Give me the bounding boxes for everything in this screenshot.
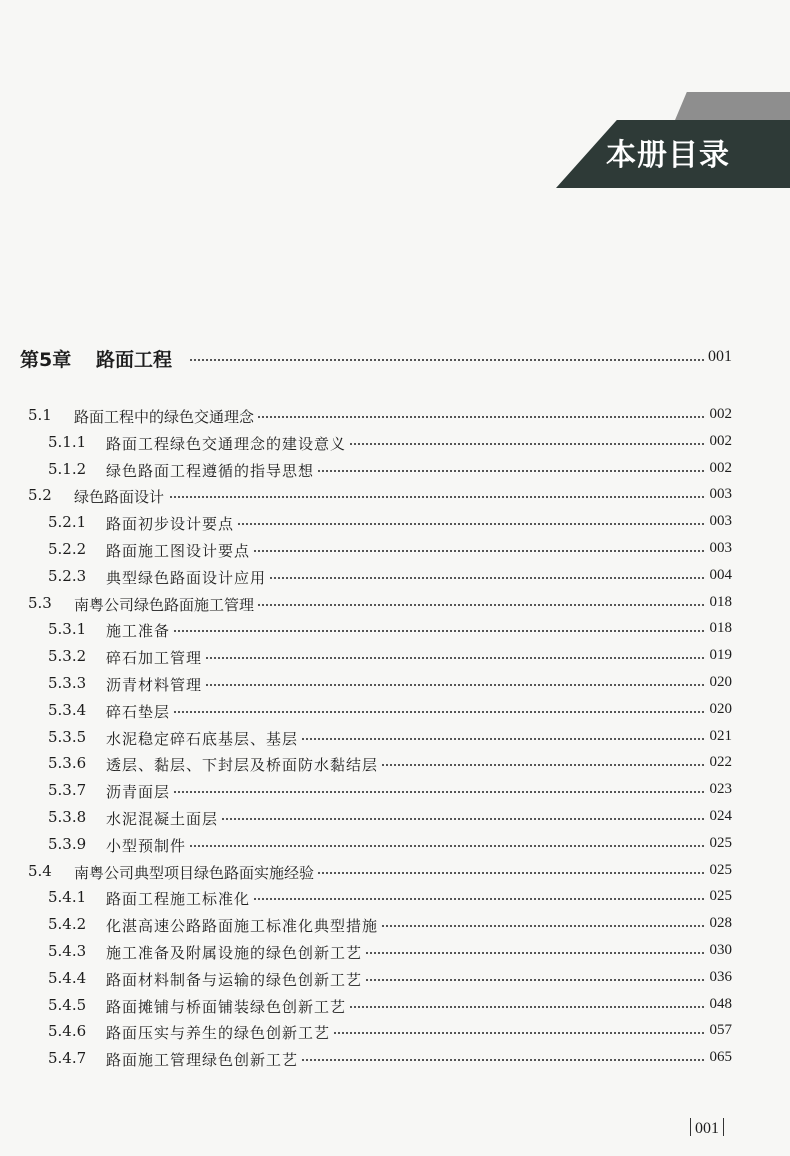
toc-entry-number: 5.4.6 (48, 1022, 87, 1041)
toc-entry-number: 5.3.4 (48, 700, 87, 719)
toc-entry-number: 5.1.2 (48, 459, 87, 478)
toc-entry-page: 021 (706, 728, 733, 745)
toc-subsection-row[interactable] (0, 616, 790, 643)
toc-entry-number: 5.4.3 (48, 942, 87, 960)
toc-entry-title: 化湛高速公路路面施工标准化典型措施 (106, 915, 382, 936)
toc-entry-page: 003 (706, 513, 733, 530)
toc-entry-title: 水泥稳定碎石底基层、基层 (106, 728, 302, 749)
toc-subsection-row[interactable] (0, 429, 790, 456)
toc-entry-page: 004 (706, 567, 733, 584)
toc-entry-title: 透层、黏层、下封层及桥面防水黏结层 (106, 754, 382, 775)
toc-entry-page: 023 (706, 781, 733, 798)
toc-entry-title: 水泥混凝土面层 (106, 808, 222, 829)
toc-entry-number: 5.3.6 (48, 754, 87, 773)
toc-subsection-row[interactable] (0, 670, 790, 697)
toc-entry-number: 5.3.9 (48, 834, 87, 853)
toc-entry-number: 5.2 (28, 486, 52, 505)
toc-entry-title: 路面材料制备与运输的绿色创新工艺 (106, 969, 366, 990)
toc-subsection-row[interactable] (0, 509, 790, 536)
toc-subsection-row[interactable] (0, 1018, 790, 1045)
toc-entry-page: 018 (706, 594, 733, 611)
toc-entry-title: 绿色路面设计 (74, 486, 168, 507)
toc-entry-title: 路面工程施工标准化 (106, 888, 254, 909)
toc-entry-title: 沥青面层 (106, 781, 174, 802)
toc-entry-page: 025 (706, 862, 733, 879)
toc-section-row[interactable] (0, 482, 790, 509)
toc-entry-title: 施工准备及附属设施的绿色创新工艺 (106, 942, 366, 963)
toc-entry-page: 030 (706, 942, 733, 959)
toc-entry-title: 南粤公司典型项目绿色路面实施经验 (74, 862, 318, 883)
toc-entry-title: 碎石加工管理 (106, 647, 206, 668)
toc-entry-page: 057 (706, 1022, 733, 1039)
toc-entry-page: 003 (706, 486, 733, 503)
toc-entry-title: 南粤公司绿色路面施工管理 (74, 594, 258, 615)
toc-subsection-row[interactable] (0, 643, 790, 670)
toc-subsection-row[interactable] (0, 1045, 790, 1072)
toc-entry-page: 065 (706, 1049, 733, 1066)
toc-subsection-row[interactable] (0, 724, 790, 751)
toc-entry-number: 5.2.1 (48, 513, 87, 532)
toc-subsection-row[interactable] (0, 777, 790, 804)
toc-entry-title: 路面工程绿色交通理念的建设意义 (106, 433, 350, 454)
toc-leader-dots (106, 791, 732, 793)
toc-entry-number: 5.1 (28, 406, 52, 424)
toc-entry-page: 022 (706, 754, 733, 771)
toc-subsection-row[interactable] (0, 938, 790, 965)
toc-entry-page: 002 (706, 433, 733, 450)
toc-entry-title: 路面工程中的绿色交通理念 (74, 406, 258, 427)
toc-entry-title: 典型绿色路面设计应用 (106, 567, 270, 588)
toc-subsection-row[interactable] (0, 456, 790, 483)
toc-subsection-row[interactable] (0, 965, 790, 992)
toc-entry-title: 路面压实与养生的绿色创新工艺 (106, 1022, 334, 1043)
toc-entry-page: 020 (706, 701, 733, 718)
toc-subsection-row[interactable] (0, 750, 790, 777)
toc-leader-dots (106, 630, 732, 632)
toc-section-row[interactable] (0, 858, 790, 885)
toc-subsection-row[interactable] (0, 804, 790, 831)
toc-subsection-row[interactable] (0, 536, 790, 563)
toc-entry-page: 025 (706, 835, 733, 852)
toc-entry-number: 5.3.7 (48, 781, 87, 800)
toc-leader-dots (74, 496, 732, 498)
toc-entry-page: 036 (706, 969, 733, 986)
toc-entry-title: 路面初步设计要点 (106, 513, 238, 534)
toc-entry-page: 025 (706, 888, 733, 905)
toc-entry-page: 003 (706, 540, 733, 557)
toc-entry-number: 5.4.2 (48, 915, 87, 934)
toc-entry-page: 002 (706, 406, 733, 423)
toc-entry-number: 5.2.3 (48, 566, 87, 585)
toc-subsection-row[interactable] (0, 831, 790, 858)
toc-entry-page: 020 (706, 674, 733, 691)
toc-section-row[interactable] (0, 590, 790, 617)
toc-leader-dots (106, 711, 732, 713)
toc-entry-number: 5.3.2 (48, 647, 87, 666)
toc-entry-page: 028 (706, 915, 733, 932)
toc-entry-number: 5.4 (28, 861, 52, 880)
toc-chapter-row[interactable] (0, 345, 790, 372)
toc-entry-number: 5.4.4 (48, 968, 87, 987)
toc-entry-title: 路面施工管理绿色创新工艺 (106, 1049, 302, 1070)
chapter-page: 001 (704, 348, 732, 366)
toc-entry-number: 5.4.1 (48, 888, 87, 907)
toc-entry-page: 002 (706, 460, 733, 477)
toc-subsection-row[interactable] (0, 697, 790, 724)
toc-entry-number: 5.4.7 (48, 1049, 87, 1068)
toc-section-row[interactable] (0, 402, 790, 429)
toc-entry-number: 5.4.5 (48, 995, 87, 1014)
chapter-number: 第5章 (20, 349, 72, 371)
toc-entry-number: 5.2.2 (48, 540, 87, 558)
toc-entry-page: 019 (706, 647, 733, 664)
toc-entry-title: 路面施工图设计要点 (106, 540, 254, 561)
toc-leader-dots (190, 359, 732, 361)
page-number: 001 (672, 1118, 742, 1138)
toc-entry-page: 018 (706, 620, 733, 637)
toc-entry-title: 小型预制件 (106, 835, 190, 856)
page-title: 本册目录 (606, 138, 730, 173)
toc-subsection-row[interactable] (0, 884, 790, 911)
toc-entry-title: 沥青材料管理 (106, 674, 206, 695)
toc-leader-dots (106, 845, 732, 847)
toc-entry-page: 048 (706, 996, 733, 1013)
toc-entry-title: 施工准备 (106, 620, 174, 641)
toc-entry-number: 5.3.5 (48, 727, 87, 746)
toc-entry-number: 5.1.1 (48, 432, 87, 451)
toc-entry-title: 碎石垫层 (106, 701, 174, 722)
toc-entry-number: 5.3.3 (48, 674, 87, 692)
toc-entry-number: 5.3.1 (48, 620, 87, 639)
toc-entry-number: 5.3.8 (48, 808, 87, 826)
toc-subsection-row[interactable] (0, 992, 790, 1019)
toc-entry-title: 路面摊铺与桥面铺装绿色创新工艺 (106, 996, 350, 1017)
toc-entry-page: 024 (706, 808, 733, 825)
toc-entry-title: 绿色路面工程遵循的指导思想 (106, 460, 318, 481)
chapter-title: 路面工程 (96, 345, 176, 372)
toc-subsection-row[interactable] (0, 911, 790, 938)
toc-subsection-row[interactable] (0, 563, 790, 590)
toc-entry-number: 5.3 (28, 593, 52, 612)
